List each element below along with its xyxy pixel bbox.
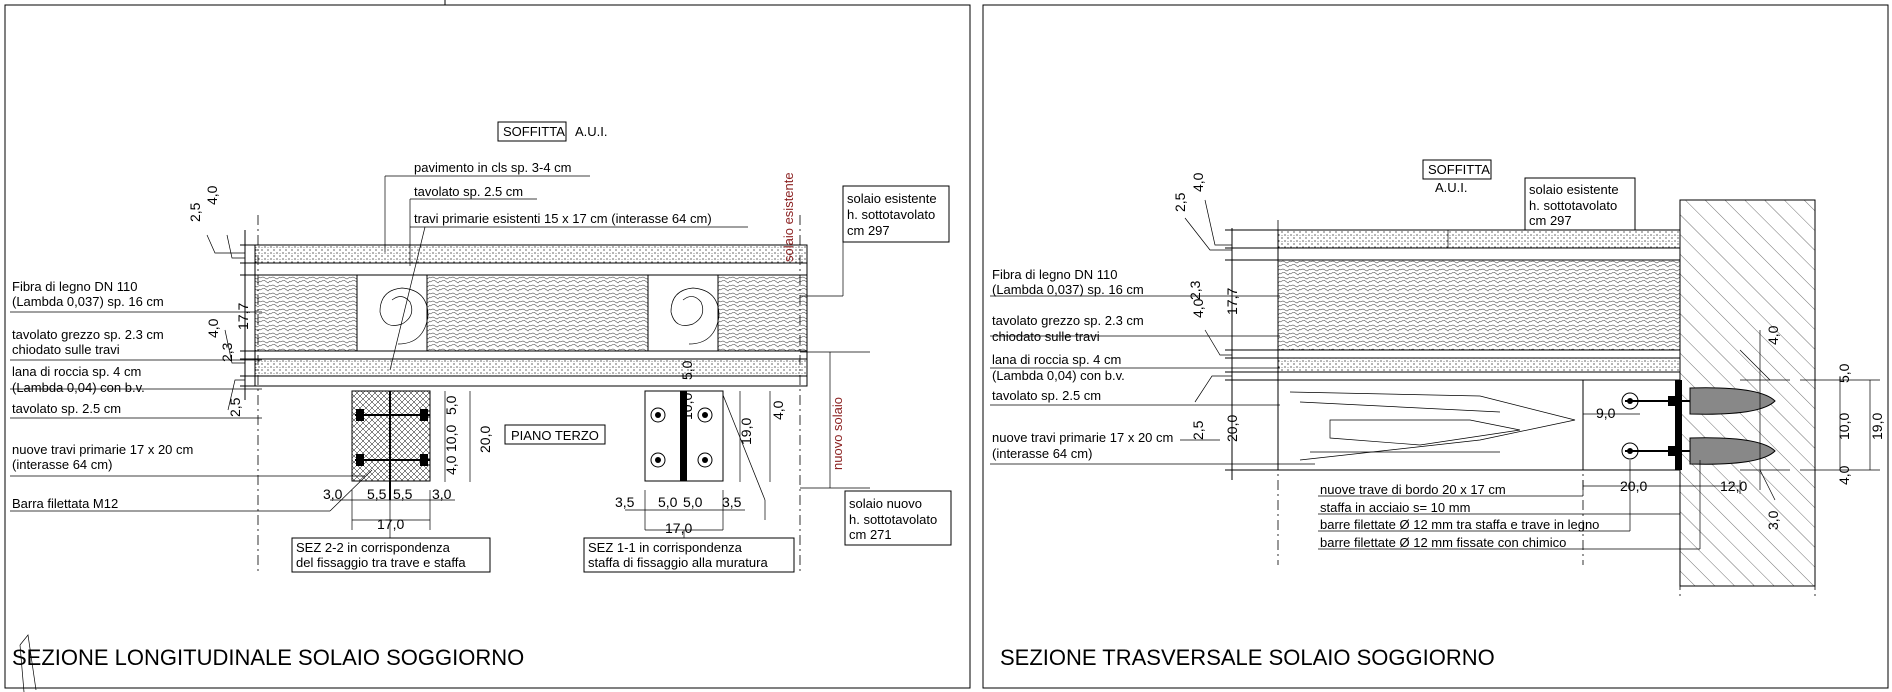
soffitta-label: SOFFITTA (503, 124, 565, 139)
r-dim-177: 17,7 (1224, 287, 1240, 315)
r-dim-25b: 2,5 (1190, 420, 1206, 440)
dim-30a: 3,0 (323, 486, 343, 502)
r-dim-23: 2,3 (1187, 280, 1203, 300)
lbl-r-solaio-esistente-3: cm 297 (1529, 213, 1572, 228)
dim-200: 20,0 (477, 425, 493, 453)
lbl-staffa: staffa in acciaio s= 10 mm (1320, 500, 1471, 515)
r-dim-120: 12,0 (1720, 478, 1748, 494)
dim-170a: 17,0 (377, 516, 405, 532)
dim-40: 4,0 (204, 185, 220, 205)
lbl-r-solaio-esistente-1: solaio esistente (1529, 182, 1619, 197)
r-dim-25: 2,5 (1172, 192, 1188, 212)
r-new-beam (1278, 380, 1583, 470)
r-dim-190: 19,0 (1869, 412, 1885, 440)
dim-35b: 3,5 (722, 494, 742, 510)
r-pavimento-layer (1278, 230, 1680, 248)
lbl-lana-2: (Lambda 0,04) con b.v. (12, 380, 145, 395)
lbl-solaio-nuovo-3: cm 271 (849, 527, 892, 542)
dim-40b: 4,0 (205, 318, 221, 338)
lbl-sez11-2: staffa di fissaggio alla muratura (588, 555, 768, 570)
tavolato-bottom-layer (255, 376, 807, 386)
lbl-r-solaio-esistente-2: h. sottotavolato (1529, 198, 1618, 213)
soffitta-label-right: SOFFITTA (1428, 162, 1490, 177)
dim-40c: 4,0 (443, 455, 459, 475)
r-steel-plate (1675, 380, 1682, 470)
soffitta-aui-right: A.U.I. (1435, 180, 1468, 195)
dim-50: 5,0 (443, 395, 459, 415)
dim-40d: 4,0 (770, 400, 786, 420)
lbl-nuove-travi-1: nuove travi primarie 17 x 20 cm (12, 442, 194, 457)
r-dim-200b: 20,0 (1620, 478, 1648, 494)
lbl-nuove-travi-2: (interasse 64 cm) (12, 457, 113, 472)
dim-23: 2,3 (219, 342, 235, 362)
lbl-r-tavolato-bottom: tavolato sp. 2.5 cm (992, 388, 1102, 403)
lbl-tavolato-grezzo-2: chiodato sulle travi (12, 342, 120, 357)
lbl-fibra-2: (Lambda 0,037) sp. 16 cm (12, 294, 164, 309)
r-dim-200: 20,0 (1224, 414, 1240, 442)
lbl-r-nuove-travi-2: (interasse 64 cm) (992, 446, 1093, 461)
right-panel-title: SEZIONE TRASVERSALE SOLAIO SOGGIORNO (1000, 645, 1495, 670)
existing-beam-1 (357, 275, 428, 351)
dim-35a: 3,5 (615, 494, 635, 510)
lbl-solaio-nuovo-2: h. sottotavolato (849, 512, 938, 527)
dim-190: 19,0 (738, 417, 754, 445)
dim-100: 10,0 (443, 424, 459, 452)
r-dim-100: 10,0 (1836, 412, 1852, 440)
right-panel (983, 5, 1888, 688)
tavolato-layer (255, 263, 807, 275)
lbl-lana-1: lana di roccia sp. 4 cm (12, 364, 142, 379)
soffitta-aui: A.U.I. (575, 124, 608, 139)
tavolato-grezzo-layer (255, 351, 807, 359)
lbl-solaio-esistente-3: cm 297 (847, 223, 890, 238)
lbl-barre-chimico: barre filettate Ø 12 mm fissate con chimico (1320, 535, 1567, 550)
lbl-tavolato-bottom: tavolato sp. 2.5 cm (12, 401, 122, 416)
lbl-barra: Barra filettata M12 (12, 496, 119, 511)
r-dim-30: 3,0 (1765, 510, 1781, 530)
r-dim-40c: 4,0 (1765, 325, 1781, 345)
lbl-nuovo-solaio-vertical: nuovo solaio (830, 397, 845, 470)
dim-55b: 5,5 (393, 486, 413, 502)
lbl-trave-bordo: nuove trave di bordo 20 x 17 cm (1320, 482, 1506, 497)
dim-30b: 3,0 (432, 486, 452, 502)
new-beam-section-22 (352, 391, 430, 500)
dim-25b: 2,5 (227, 397, 243, 417)
dim-25: 2,5 (187, 202, 203, 222)
r-tavolato-grezzo-layer (1278, 350, 1680, 358)
lbl-r-fibra-2: (Lambda 0,037) sp. 16 cm (992, 282, 1144, 297)
r-lana-layer (1278, 358, 1680, 372)
r-fibra-layer (1278, 260, 1680, 350)
lbl-r-tavolato-grezzo-1: tavolato grezzo sp. 2.3 cm (992, 313, 1144, 328)
dim-55a: 5,5 (367, 486, 387, 502)
lbl-sez22-1: SEZ 2-2 in corrispondenza (296, 540, 450, 555)
lbl-pavimento: pavimento in cls sp. 3-4 cm (414, 160, 572, 175)
left-panel-title: SEZIONE LONGITUDINALE SOLAIO SOGGIORNO (12, 645, 525, 670)
existing-beam-2 (648, 275, 719, 351)
lbl-r-nuove-travi-1: nuove travi primarie 17 x 20 cm (992, 430, 1174, 445)
lbl-tavolato-grezzo-1: tavolato grezzo sp. 2.3 cm (12, 327, 164, 342)
lana-layer (255, 359, 807, 376)
lbl-tavolato-top: tavolato sp. 2.5 cm (414, 184, 524, 199)
r-dim-50: 5,0 (1836, 363, 1852, 383)
lbl-travi-primarie: travi primarie esistenti 15 x 17 cm (interasse 64 cm) (414, 211, 712, 226)
lbl-sez22-2: del fissaggio tra trave e staffa (296, 555, 466, 570)
lbl-solaio-esistente-vertical: solaio esistente (781, 172, 796, 262)
left-panel (5, 0, 970, 692)
r-dim-40b: 4,0 (1190, 298, 1206, 318)
r-tavolato-layer (1278, 248, 1680, 260)
lbl-r-lana-1: lana di roccia sp. 4 cm (992, 352, 1122, 367)
dim-50d: 5,0 (683, 494, 703, 510)
dim-50b: 5,0 (679, 360, 695, 380)
lbl-r-fibra-1: Fibra di legno DN 110 (992, 267, 1118, 282)
r-dim-40: 4,0 (1190, 172, 1206, 192)
r-dim-40d: 4,0 (1836, 465, 1852, 485)
lbl-fibra-1: Fibra di legno DN 110 (12, 279, 138, 294)
dim-50c: 5,0 (658, 494, 678, 510)
lbl-solaio-esistente-1: solaio esistente (847, 191, 937, 206)
r-tavolato-bottom-layer (1278, 372, 1680, 380)
lbl-barre-legno: barre filettate Ø 12 mm tra staffa e trave in legno (1320, 517, 1600, 532)
fibra-layer (255, 275, 807, 351)
dim-177: 17,7 (235, 302, 251, 330)
lbl-solaio-nuovo-1: solaio nuovo (849, 496, 922, 511)
r-dim-90: 9,0 (1596, 405, 1616, 421)
lbl-piano-terzo: PIANO TERZO (511, 428, 599, 443)
pavimento-layer (255, 245, 807, 263)
lbl-solaio-esistente-2: h. sottotavolato (847, 207, 936, 222)
lbl-r-tavolato-grezzo-2: chiodato sulle travi (992, 329, 1100, 344)
dim-10: 10,0 (679, 392, 695, 420)
dim-170b: 17,0 (665, 520, 693, 536)
lbl-sez11-1: SEZ 1-1 in corrispondenza (588, 540, 742, 555)
lbl-r-lana-2: (Lambda 0,04) con b.v. (992, 368, 1125, 383)
